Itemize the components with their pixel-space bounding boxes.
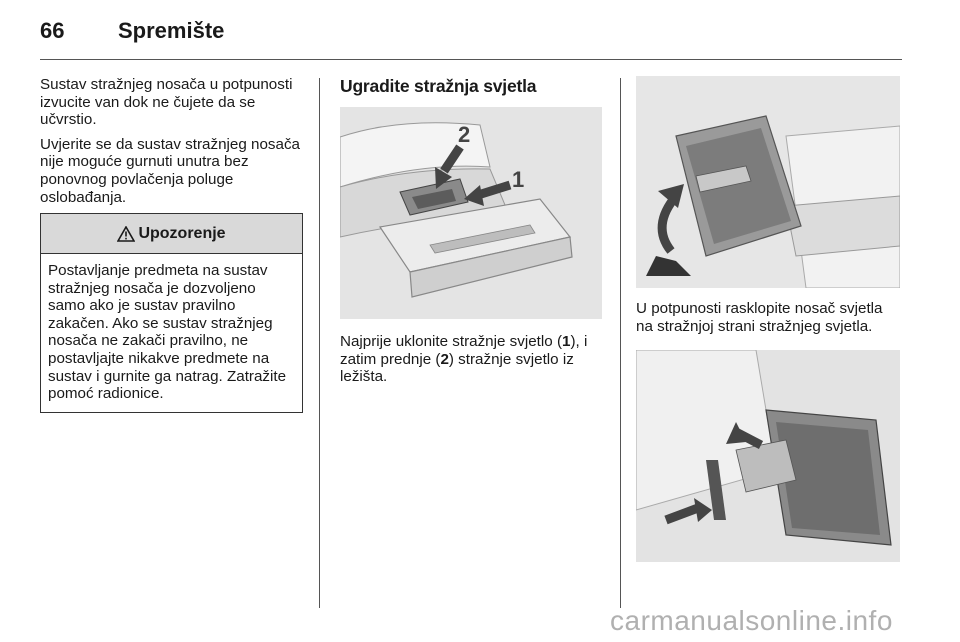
- warning-text: Postavljanje predmeta na sustav stražnjeg nosača je dozvoljeno samo ako je sustav pravilno zakačen. Ako se sustav stražnjeg nosača ne zakači pravilno, ne postavljajte nikakve predmete na sustav i gurnite ga natrag. Zatražite pomoć radionice.: [48, 262, 287, 403]
- column-3: [636, 76, 902, 562]
- tail-light-removal-illustration: [340, 107, 602, 319]
- callout-1: 1: [512, 167, 525, 192]
- figure-remove-tail-lights: [340, 107, 602, 319]
- header-divider: [40, 59, 902, 60]
- column-1: [40, 76, 305, 213]
- callout-ref-1: 1: [562, 333, 571, 350]
- caption-unfold-holder: U potpunosti rasklopite nosač svjetla na stražnjoj strani stražnjeg svjetla.: [636, 300, 883, 335]
- section-heading: Ugradite stražnja svjetla: [340, 76, 537, 96]
- callout-2: 2: [458, 122, 471, 147]
- column-divider-1: [319, 78, 320, 608]
- page-number: 66: [40, 18, 65, 43]
- paragraph-extend-carrier: Sustav stražnjeg nosača u potpunosti izvucite van dok ne čujete da se učvrstio.: [40, 76, 293, 129]
- watermark: carmanualsonline.info: [610, 605, 893, 636]
- holder-unfold-illustration: [636, 76, 900, 288]
- warning-box: [40, 213, 303, 413]
- warning-title: Upozorenje: [138, 224, 226, 242]
- callout-ref-2: 2: [440, 350, 449, 368]
- paragraph-check-carrier: Uvjerite se da sustav stražnjeg nosača nije moguće gurnuti unutra bez ponovnog povlačenja poluge oslobađanja.: [40, 135, 301, 206]
- caption-remove-lights: Najprije uklonite stražnje svjetlo (1), i zatim prednje (2) stražnje svjetlo iz ležišta.: [340, 333, 588, 386]
- column-divider-2: [620, 78, 621, 608]
- chapter-title: Spremište: [118, 18, 225, 43]
- light-attach-illustration: [636, 350, 900, 562]
- column-2: [340, 76, 605, 386]
- page-header: [40, 18, 224, 48]
- warning-triangle-icon: [117, 226, 135, 242]
- figure-unfold-holder: [636, 76, 900, 288]
- warning-header: [41, 214, 302, 254]
- figure-attach-light: [636, 350, 900, 562]
